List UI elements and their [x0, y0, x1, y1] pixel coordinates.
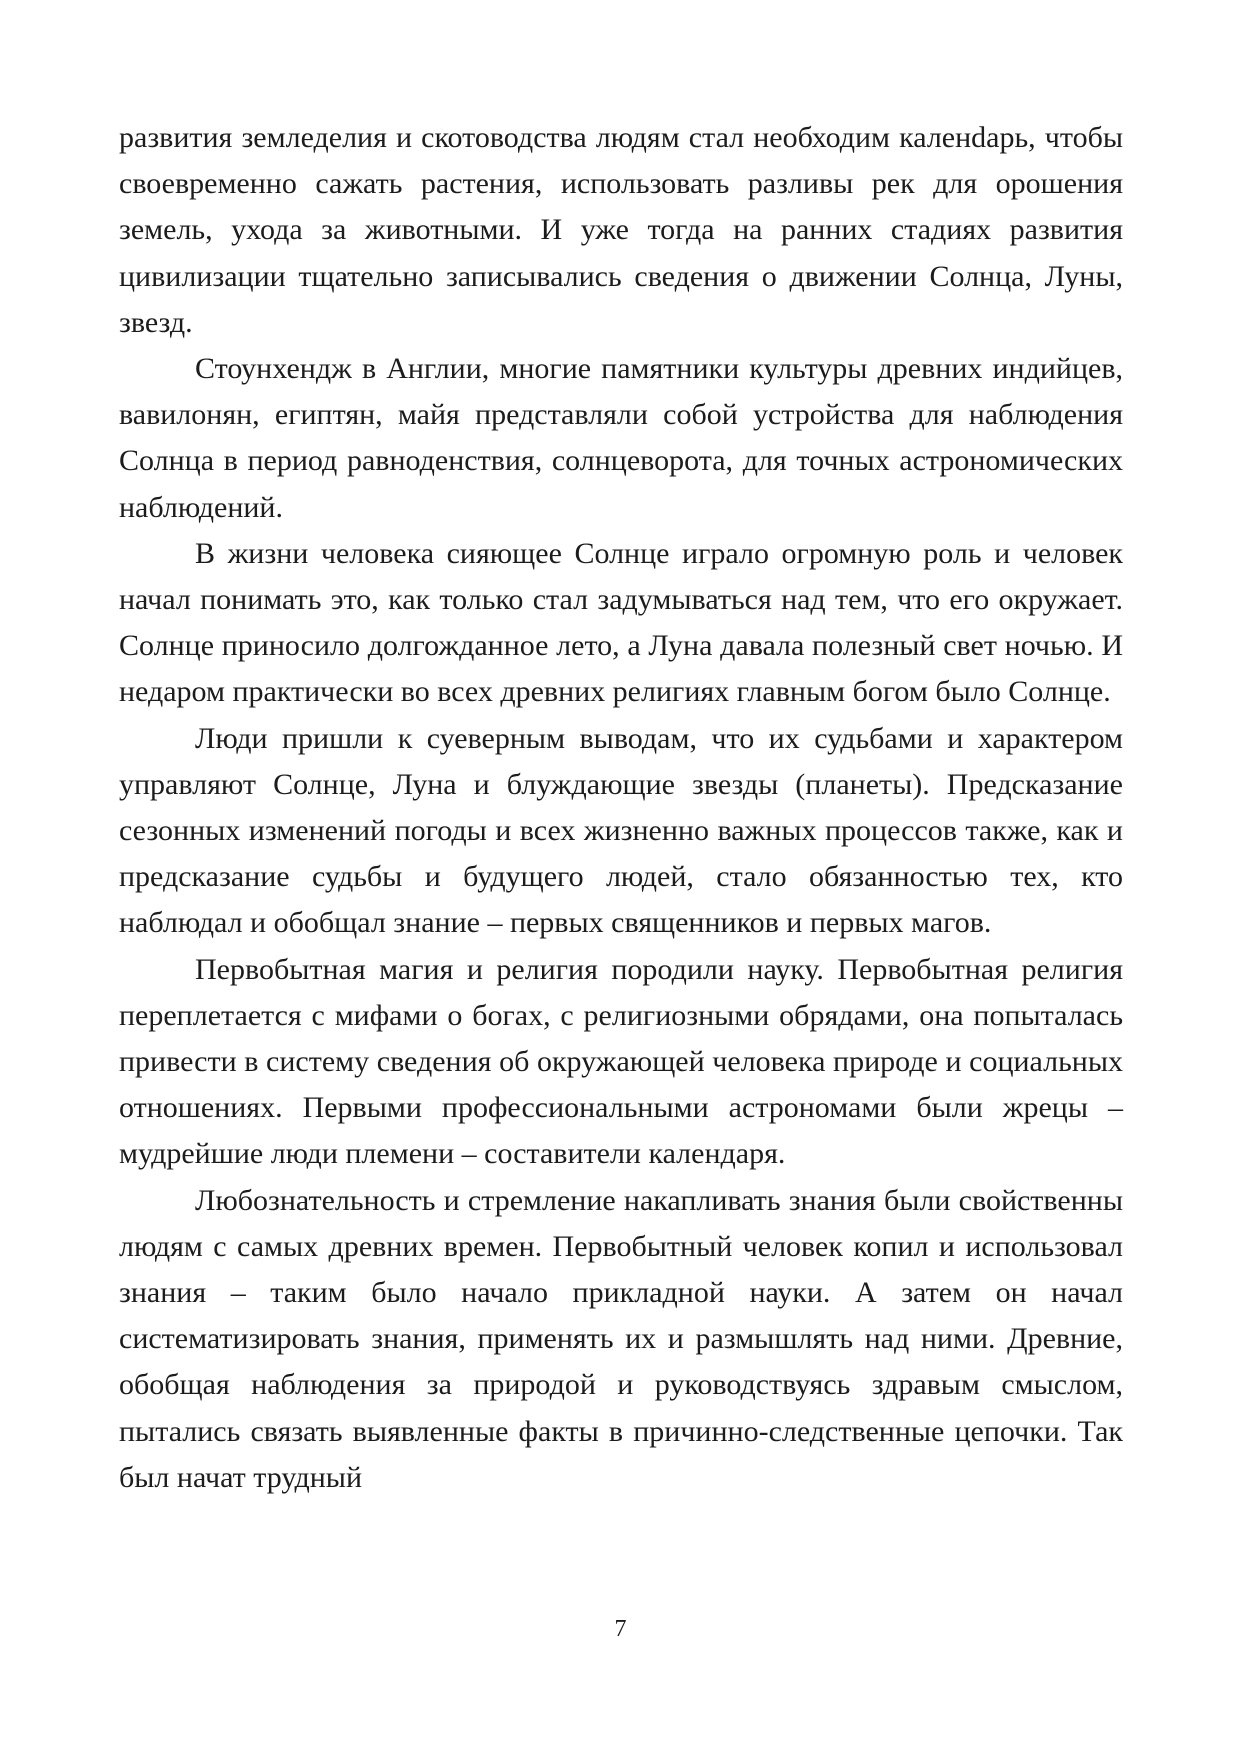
- paragraph-2: Стоунхендж в Англии, многие памятники культуры древних индийцев, вавилонян, египтян, майя представляли собой устройства для наблюдения Солнца в период равноденствия, солнцеворота, для точных астрономических наблюдений.: [119, 352, 1123, 524]
- page-number: 7: [614, 1616, 627, 1642]
- paragraph-3: В жизни человека сияющее Солнце играло огромную роль и человек начал понимать это, как только стал задумываться над тем, что его окружает. Солнце приносило долгожданное лето, а Луна давала полезный свет ночью. И недаром практически во всех древних религиях главным богом было Солнце.: [119, 536, 1123, 709]
- paragraph-5: Первобытная магия и религия породили науку. Первобытная религия переплетается с мифами о богах, с религиозными обрядами, она попыталась привести в систему сведения об окружающей человека природе и социальных отношениях. Первыми профессиональными астрономами были жрецы – мудрейшие люди племени – составители календаря.: [119, 952, 1123, 1171]
- paragraph-1: развития земледелия и скотоводства людям стал необходим каленdарь, чтобы своевременно сажать растения, использовать разливы рек для орошения земель, ухода за животными. И уже тогда на ранних стадиях развития цивилизации тщательно записывались сведения о движении Солнца, Луны, звезд.: [119, 121, 1123, 339]
- body-text: [119, 115, 1123, 1501]
- paragraph-6: Любознательность и стремление накапливать знания были свойственны людям с самых древних времен. Первобытный человек копил и использовал знания – таким было начало прикладной науки. А затем он начал систематизировать знания, применять их и размышлять над ними. Древние, обобщая наблюдения за природой и руководствуясь здравым смыслом, пытались связать выявленные факты в причинно-следственные цепочки. Так был начат трудный: [119, 1183, 1123, 1494]
- paragraph-4: Люди пришли к суеверным выводам, что их судьбами и характером управляют Солнце, Луна и блуждающие звезды (планеты). Предсказание сезонных изменений погоды и всех жизненно важных процессов также, как и предсказание судьбы и будущего людей, стало обязанностью тех, кто наблюдал и обобщал знание – первых священников и первых магов.: [119, 721, 1123, 940]
